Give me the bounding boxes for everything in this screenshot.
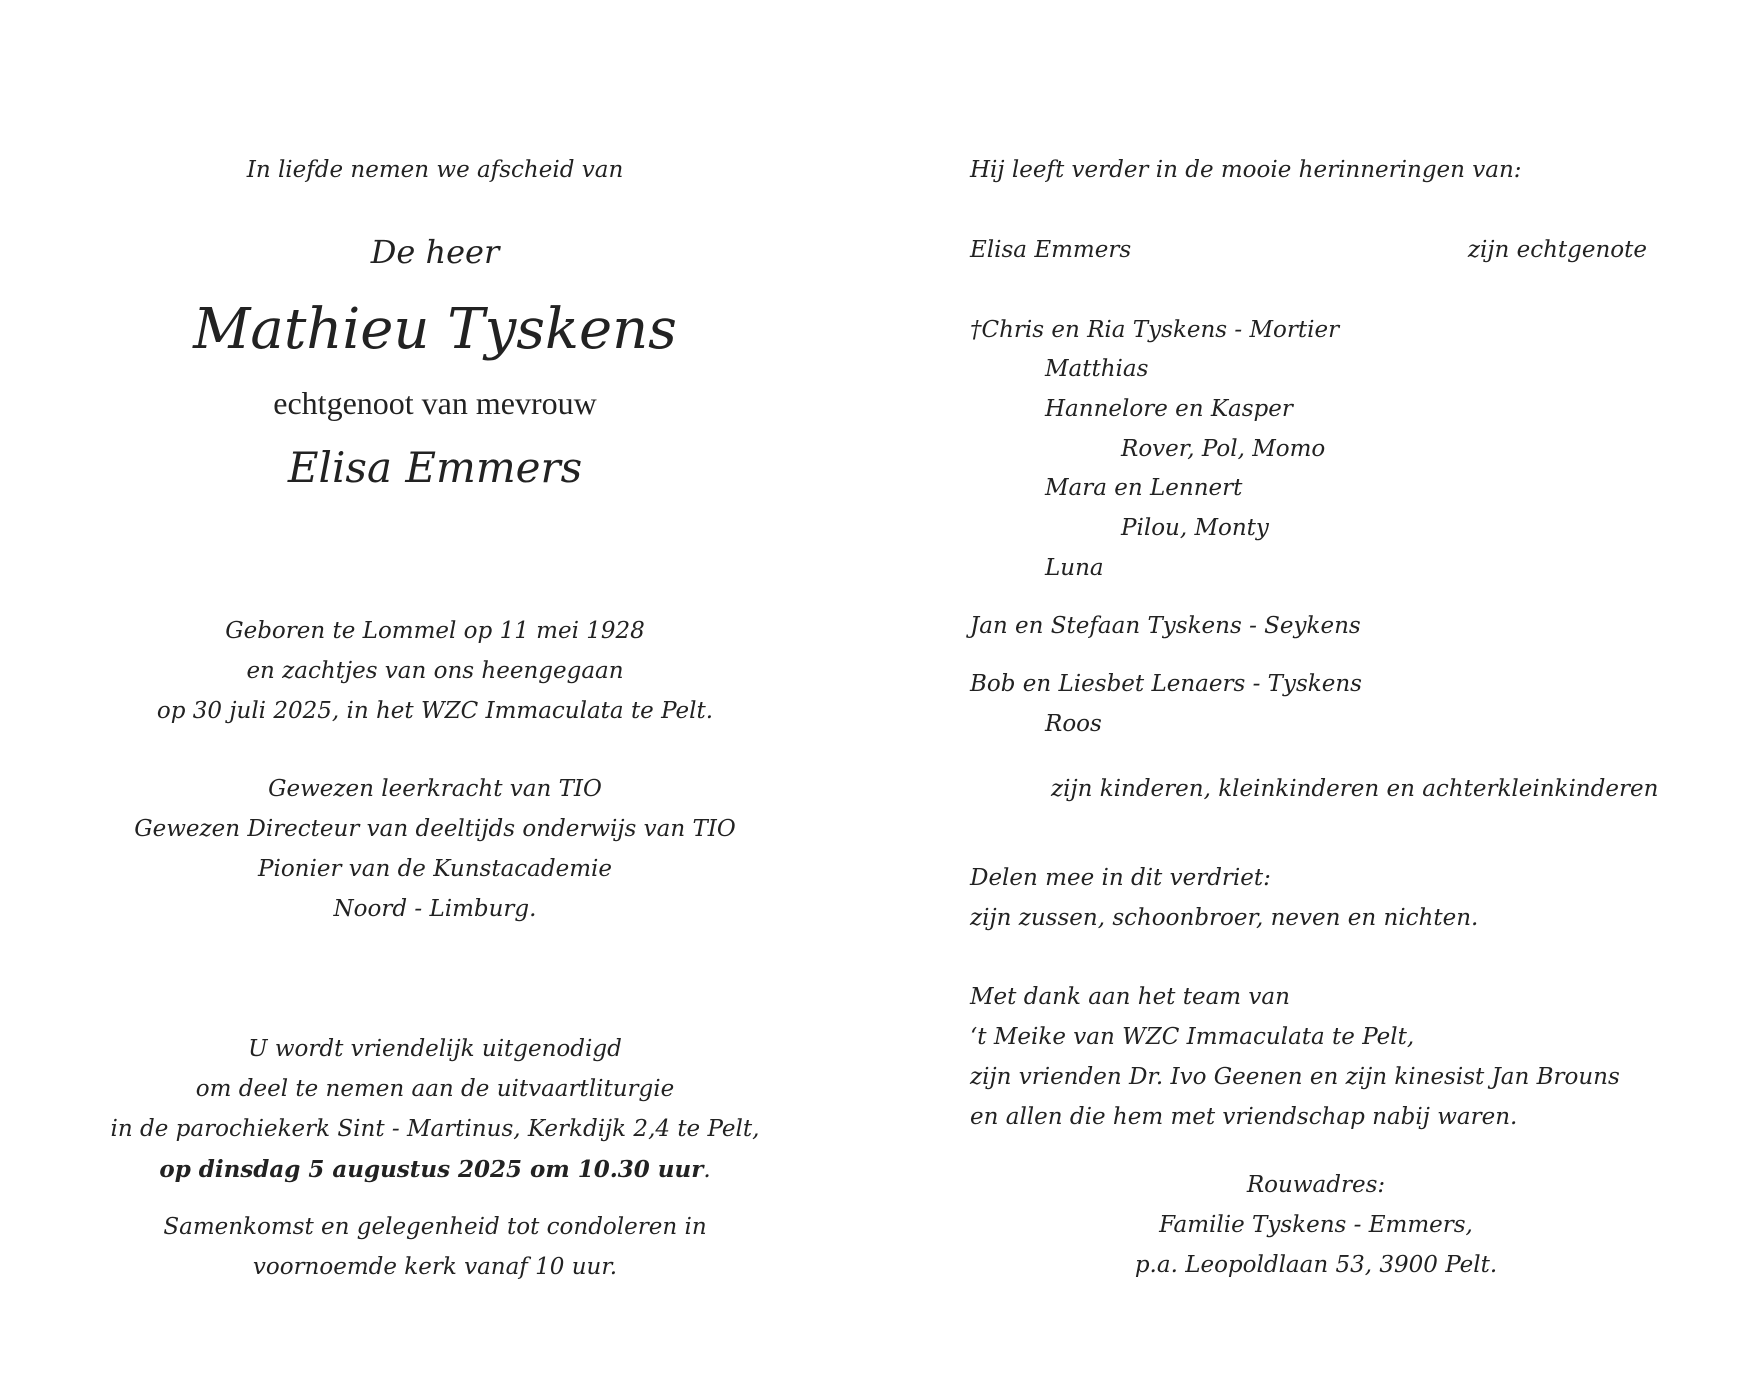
deceased-name: Mathieu Tyskens (193, 297, 677, 362)
invitation-line: om deel te nemen aan de uitvaartliturgie (195, 1076, 675, 1102)
invitation-line: in de parochiekerk Sint - Martinus, Kerkdijk 2,4 te Pelt, (110, 1116, 760, 1142)
family-member: Matthias (1045, 356, 1149, 382)
birth-line: Geboren te Lommel op 11 mei 1928 (225, 618, 645, 644)
thanks-line: ‘t Meike van WZC Immaculata te Pelt, (970, 1024, 1415, 1050)
service-datetime-period: . (703, 1157, 711, 1183)
sharing-line: zijn zussen, schoonbroer, neven en nichten. (970, 905, 1479, 931)
address-street: p.a. Leopoldlaan 53, 3900 Pelt. (1134, 1252, 1498, 1278)
spouse-name: Elisa Emmers (970, 237, 1132, 263)
honorific: De heer (370, 233, 500, 271)
intro-text: In liefde nemen we afscheid van (246, 157, 624, 183)
family-group-jan: Jan en Stefaan Tyskens - Seykens (970, 613, 1361, 639)
family-member: Hannelore en Kasper (1045, 396, 1293, 422)
career-line: Pionier van de Kunstacademie (257, 856, 613, 882)
family-member: Roos (1045, 711, 1102, 737)
career-line: Gewezen Directeur van deeltijds onderwijs van TIO (134, 816, 736, 842)
family-member: Bob en Liesbet Lenaers - Tyskens (970, 671, 1362, 697)
condolence-line: voornoemde kerk vanaf 10 uur. (252, 1254, 618, 1280)
spouse-name: Elisa Emmers (287, 443, 583, 492)
memory-intro: Hij leeft verder in de mooie herinneringen van: (970, 157, 1522, 183)
family-member: Pilou, Monty (1121, 515, 1269, 541)
family-member: †Chris en Ria Tyskens - Mortier (970, 317, 1340, 343)
invitation-line: U wordt vriendelijk uitgenodigd (248, 1036, 622, 1062)
family-member: Luna (1045, 555, 1104, 581)
thanks-line: Met dank aan het team van (970, 984, 1290, 1010)
family-member: Mara en Lennert (1045, 475, 1243, 501)
death-line: op 30 juli 2025, in het WZC Immaculata te Pelt. (156, 698, 714, 724)
condolence-line: Samenkomst en gelegenheid tot condoleren in (163, 1214, 707, 1240)
spouse-intro: echtgenoot van mevrouw (273, 385, 597, 421)
thanks-line: zijn vrienden Dr. Ivo Geenen en zijn kinesist Jan Brouns (970, 1064, 1620, 1090)
career-line: Noord - Limburg. (333, 896, 537, 922)
address-label: Rouwadres: (1246, 1172, 1386, 1198)
address-family: Familie Tyskens - Emmers, (1159, 1212, 1473, 1238)
service-datetime-text: op dinsdag 5 augustus 2025 om 10.30 uur (159, 1156, 704, 1183)
career-line: Gewezen leerkracht van TIO (268, 776, 602, 802)
children-label: zijn kinderen, kleinkinderen en achterkleinkinderen (1051, 776, 1659, 802)
passing-line: en zachtjes van ons heengegaan (246, 658, 624, 684)
service-datetime (159, 1158, 710, 1182)
spouse-relation: zijn echtgenote (1467, 237, 1647, 263)
thanks-line: en allen die hem met vriendschap nabij waren. (970, 1104, 1518, 1130)
family-member: Rover, Pol, Momo (1121, 436, 1326, 462)
sharing-line: Delen mee in dit verdriet: (970, 865, 1271, 891)
